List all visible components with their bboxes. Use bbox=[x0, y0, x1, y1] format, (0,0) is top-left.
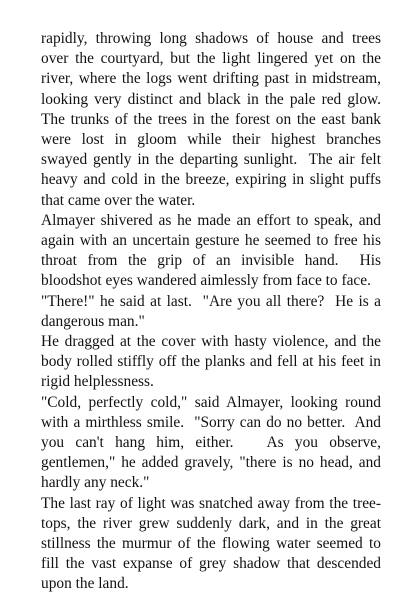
paragraph-2: Almayer shivered as he made an effort to speak, and again with an uncertain gesture he seemed to free his throat from the grip of an invisible hand. His bloodshot eyes wandered aimlessly from face to face. bbox=[41, 211, 385, 290]
body-text bbox=[41, 29, 385, 595]
paragraph-1: rapidly, throwing long shadows of house and trees over the courtyard, but the light lingered yet on the river, where the logs went drifting past in midstream, looking very distinct and black in the pale red glow. The trunks of the trees in the forest on the east bank were lost in gloom while their highest branches swayed gently in the departing sunlight. The air felt heavy and cold in the breeze, expiring in slight puffs that came over the water. bbox=[41, 30, 385, 209]
paragraph-4: He dragged at the cover with hasty violence, and the body rolled stiffly off the planks and fell at his feet in rigid helplessness. bbox=[41, 333, 385, 391]
paragraph-6: The last ray of light was snatched away from the tree-tops, the river grew suddenly dark, and in the great stillness the murmur of the flowing water seemed to fill the vast expanse of grey shadow that descended upon the land. bbox=[41, 494, 385, 593]
paragraph-5: "Cold, perfectly cold," said Almayer, looking round with a mirthless smile. "Sorry can do no better. And you can't hang him, either. As you observe, gentlemen," he added gravely, "there is no head, and hardly any neck." bbox=[41, 393, 385, 492]
paragraph-3: "There!" he said at last. "Are you all there? He is a dangerous man." bbox=[41, 292, 385, 330]
